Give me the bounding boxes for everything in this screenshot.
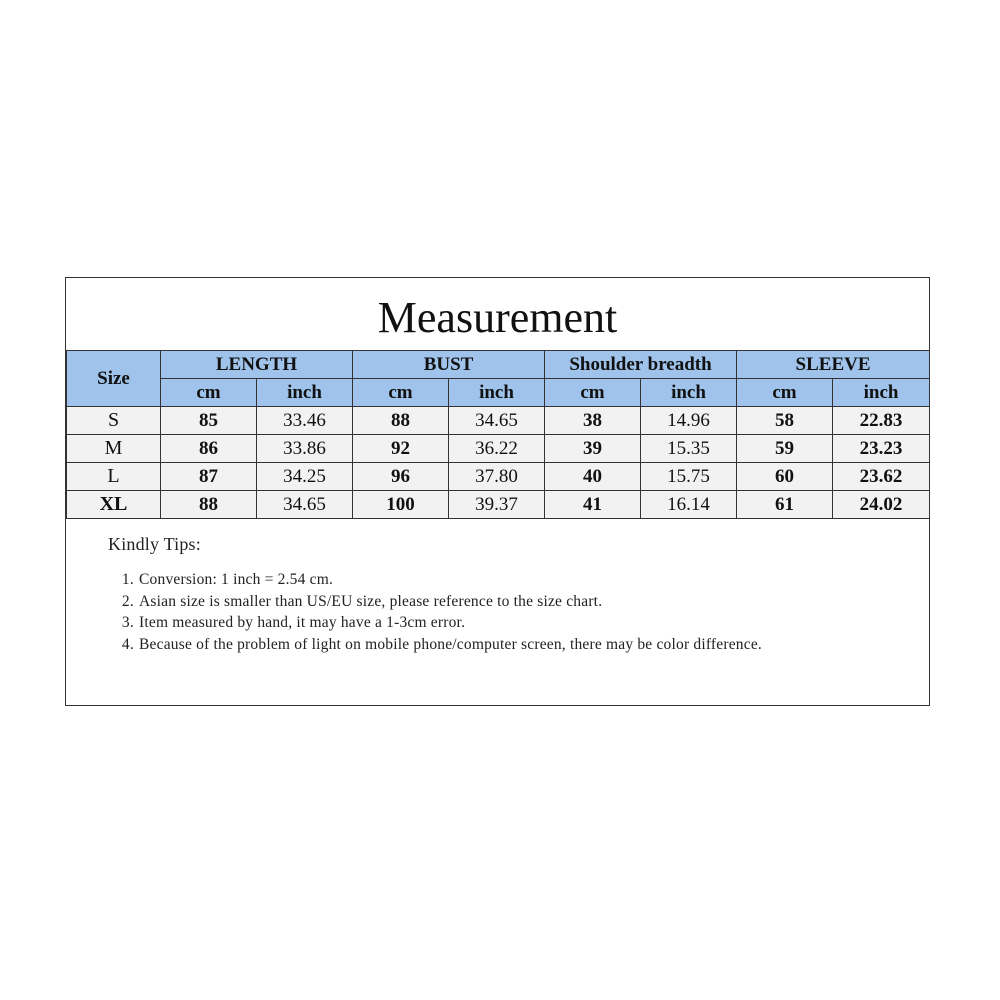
- value-cell: 24.02: [833, 491, 930, 519]
- size-cell: M: [67, 435, 161, 463]
- value-cell: 37.80: [449, 463, 545, 491]
- value-cell: 100: [353, 491, 449, 519]
- value-cell: 15.75: [641, 463, 737, 491]
- value-cell: 34.65: [449, 407, 545, 435]
- value-cell: 39: [545, 435, 641, 463]
- value-cell: 15.35: [641, 435, 737, 463]
- tip-item: 2. Asian size is smaller than US/EU size, please reference to the size chart.: [138, 591, 909, 613]
- value-cell: 16.14: [641, 491, 737, 519]
- group-header: BUST: [353, 351, 545, 379]
- size-header: Size: [67, 351, 161, 407]
- value-cell: 41: [545, 491, 641, 519]
- group-header: Shoulder breadth: [545, 351, 737, 379]
- size-cell: S: [67, 407, 161, 435]
- value-cell: 34.65: [257, 491, 353, 519]
- tips-list: [108, 569, 909, 655]
- value-cell: 39.37: [449, 491, 545, 519]
- tips-title: Kindly Tips:: [108, 534, 201, 554]
- value-cell: 33.46: [257, 407, 353, 435]
- value-cell: 38: [545, 407, 641, 435]
- value-cell: 33.86: [257, 435, 353, 463]
- tip-item: 3. Item measured by hand, it may have a 1-3cm error.: [138, 612, 909, 634]
- table-row: [67, 435, 930, 463]
- value-cell: 60: [737, 463, 833, 491]
- value-cell: 22.83: [833, 407, 930, 435]
- table-row: [67, 491, 930, 519]
- value-cell: 36.22: [449, 435, 545, 463]
- unit-header: cm: [737, 379, 833, 407]
- size-cell: XL: [67, 491, 161, 519]
- group-header: LENGTH: [161, 351, 353, 379]
- table-row: [67, 407, 930, 435]
- value-cell: 96: [353, 463, 449, 491]
- value-cell: 59: [737, 435, 833, 463]
- measurement-card: [65, 277, 930, 706]
- header-row-units: [67, 379, 930, 407]
- value-cell: 88: [161, 491, 257, 519]
- value-cell: 40: [545, 463, 641, 491]
- value-cell: 58: [737, 407, 833, 435]
- value-cell: 88: [353, 407, 449, 435]
- value-cell: 23.62: [833, 463, 930, 491]
- size-cell: L: [67, 463, 161, 491]
- unit-header: cm: [161, 379, 257, 407]
- unit-header: inch: [641, 379, 737, 407]
- unit-header: inch: [833, 379, 930, 407]
- value-cell: 34.25: [257, 463, 353, 491]
- value-cell: 85: [161, 407, 257, 435]
- value-cell: 86: [161, 435, 257, 463]
- table-row: [67, 463, 930, 491]
- value-cell: 87: [161, 463, 257, 491]
- value-cell: 23.23: [833, 435, 930, 463]
- page-title: Measurement: [377, 293, 618, 342]
- unit-header: inch: [257, 379, 353, 407]
- size-table: [66, 350, 930, 519]
- header-row-groups: [67, 351, 930, 379]
- value-cell: 14.96: [641, 407, 737, 435]
- value-cell: 61: [737, 491, 833, 519]
- unit-header: cm: [545, 379, 641, 407]
- tip-item: 1. Conversion: 1 inch = 2.54 cm.: [138, 569, 909, 591]
- kindly-tips: [108, 534, 909, 655]
- value-cell: 92: [353, 435, 449, 463]
- unit-header: inch: [449, 379, 545, 407]
- group-header: SLEEVE: [737, 351, 930, 379]
- tip-item: 4. Because of the problem of light on mobile phone/computer screen, there may be color difference.: [138, 634, 909, 656]
- unit-header: cm: [353, 379, 449, 407]
